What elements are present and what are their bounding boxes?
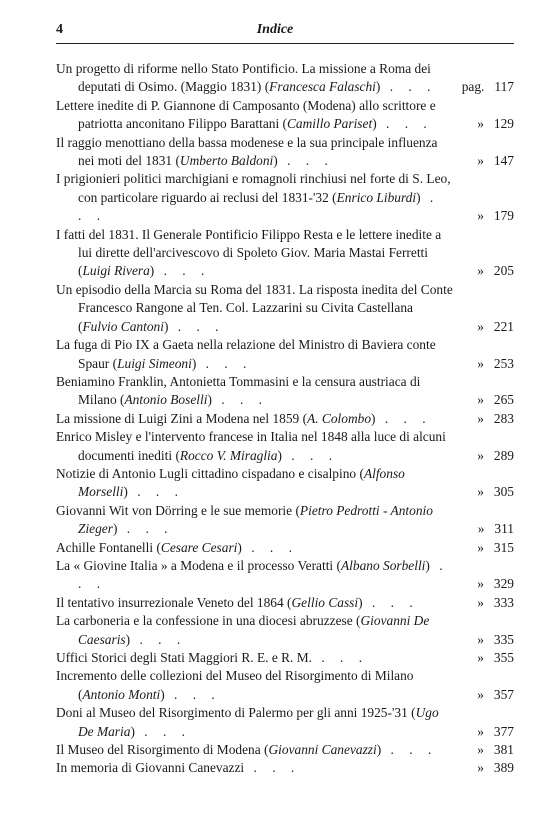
toc-entry: Doni al Museo del Risorgimento di Palermo per gli anni 1925-'31 (Ugo De Maria) . . . » 377	[56, 704, 514, 741]
leader-dots: . . .	[244, 760, 301, 776]
toc-entry: La missione di Luigi Zini a Modena nel 1859 (A. Colombo) . . . » 283	[56, 410, 514, 428]
entry-author: Albano Sorbelli	[340, 557, 426, 573]
entry-page-ref	[454, 115, 514, 133]
leader-dots: . . .	[281, 447, 339, 463]
page-prefix: »	[477, 742, 484, 758]
page-number-ref: 381	[493, 742, 514, 758]
entry-page-ref	[454, 355, 514, 373]
entry-author: Gellio Cassi	[291, 594, 359, 610]
entry-title: Notizie di Antonio Lugli cittadino cispadano e cisalpino	[56, 465, 357, 481]
entry-page-ref	[454, 207, 514, 225]
entry-title: Lettere inedite di P. Giannone di Camposanto (Modena) allo scrittore e patriotta anconitano Filippo Barattani	[56, 97, 436, 132]
entry-page-ref	[454, 539, 514, 557]
entry-author: Pietro Pedrotti - Antonio Zieger	[78, 502, 433, 537]
page-prefix: »	[477, 447, 484, 463]
page-number-ref: 265	[493, 392, 514, 408]
entry-title: Il Museo del Risorgimento di Modena	[56, 742, 261, 758]
toc-entry: Lettere inedite di P. Giannone di Camposanto (Modena) allo scrittore e patriotta anconitano Filippo Barattani (Camillo Pariset) . . . » 129	[56, 97, 514, 134]
page-number-ref: 205	[493, 263, 514, 279]
page-number-ref: 357	[493, 686, 514, 702]
leader-dots: . . .	[380, 79, 437, 95]
entry-author: Giovanni De Caesaris	[78, 613, 430, 647]
page-number: 4	[56, 22, 63, 37]
entry-title: La « Giovine Italia » a Modena e il processo Veratti	[56, 557, 334, 573]
entry-author: Enrico Liburdi	[336, 189, 417, 205]
toc-entry: Enrico Misley e l'intervento francese in Italia nel 1848 alla luce di alcuni documenti inediti (Rocco V. Miraglia) . . . » 289	[56, 428, 514, 465]
entry-author: Ugo De Maria	[78, 705, 439, 739]
leader-dots: . . .	[78, 557, 449, 592]
entry-page-ref	[454, 78, 514, 96]
leader-dots: . . .	[117, 521, 174, 537]
leader-dots: . . .	[134, 723, 192, 739]
toc-entry: La « Giovine Italia » a Modena e il processo Veratti (Albano Sorbelli) . . . » 329	[56, 557, 514, 594]
page-number-ref: 315	[493, 539, 514, 555]
leader-dots: . . .	[168, 318, 225, 334]
page-prefix: »	[477, 521, 485, 537]
entry-author: Antonio Monti	[82, 686, 161, 702]
page-prefix: »	[477, 116, 484, 132]
page-number-ref: 147	[493, 153, 514, 169]
page-number-ref: 179	[493, 208, 514, 224]
entry-title: I fatti del 1831. Il Generale Pontificio Filippo Resta e le lettere inedite a lui dirette dell'arcivescovo di Spoleto Giov. Maria Mastai Ferretti	[56, 226, 442, 261]
toc-entry: Il Museo del Risorgimento di Modena (Giovanni Canevazzi) . . . » 381	[56, 741, 514, 759]
entry-title: I prigionieri politici marchigiani e romagnoli rinchiusi nel forte di S. Leo, con particolare riguardo ai reclusi del 1831-'32	[56, 171, 451, 205]
leader-dots: . . .	[277, 153, 334, 169]
entry-page-ref	[454, 575, 514, 593]
entry-title: Il raggio menottiano della bassa modenese e la sua principale influenza nei moti del 1831	[56, 134, 438, 169]
entry-title: La fuga di Pio IX a Gaeta nella relazione del Ministro di Baviera conte Spaur	[56, 337, 436, 371]
leader-dots: . . .	[127, 484, 184, 500]
leader-dots: . . .	[164, 686, 221, 702]
page-number-ref: 305	[493, 484, 514, 500]
page-prefix: »	[477, 263, 484, 279]
entry-title: Giovanni Wit von Dörring e le sue memorie	[56, 502, 293, 518]
entry-page-ref	[454, 410, 514, 428]
entry-page-ref	[454, 723, 514, 741]
entry-page-ref	[454, 686, 514, 704]
page-number-ref: 333	[493, 594, 514, 610]
page-number-ref: 355	[493, 650, 514, 665]
page-prefix: »	[477, 650, 484, 665]
page-number-ref: 117	[494, 79, 514, 95]
entry-title: La carboneria e la confessione in una diocesi abruzzese	[56, 613, 353, 629]
entry-page-ref	[454, 741, 514, 759]
header-rule	[56, 43, 514, 44]
page-number-ref: 129	[493, 116, 514, 132]
entry-author: Camillo Pariset	[287, 116, 373, 132]
entry-page-ref	[454, 447, 514, 465]
entry-title: Beniamino Franklin, Antonietta Tommasini e la censura austriaca di Milano	[56, 373, 421, 408]
page-prefix: »	[477, 594, 484, 610]
leader-dots: . . .	[312, 650, 369, 665]
page-prefix: »	[477, 392, 484, 408]
page-prefix: »	[477, 686, 484, 702]
entry-page-ref	[454, 318, 514, 336]
entry-title: Il tentativo insurrezionale Veneto del 1864	[56, 594, 284, 610]
leader-dots: . . .	[154, 263, 211, 279]
page-prefix: »	[477, 484, 484, 500]
entry-title: Achille Fontanelli	[56, 539, 154, 555]
toc-entry: Achille Fontanelli (Cesare Cesari) . . . » 315	[56, 539, 514, 557]
entry-author: Rocco V. Miraglia	[179, 447, 278, 463]
entry-title: Incremento delle collezioni del Museo del Risorgimento di Milano	[56, 668, 414, 684]
page-number-ref: 289	[493, 447, 514, 463]
entry-author: Francesca Falaschi	[269, 79, 376, 95]
entry-author: Luigi Rivera	[82, 263, 150, 279]
page-number-ref: 221	[493, 318, 514, 334]
page-prefix: »	[477, 208, 484, 224]
page-prefix: »	[477, 318, 484, 334]
entry-page-ref	[454, 520, 514, 538]
page-number-ref: 253	[493, 355, 514, 371]
toc-entry: Il tentativo insurrezionale Veneto del 1864 (Gellio Cassi) . . . » 333	[56, 594, 514, 612]
toc-entry: Giovanni Wit von Dörring e le sue memorie (Pietro Pedrotti - Antonio Zieger) . . . » 311	[56, 502, 514, 539]
page-number-ref: 377	[493, 723, 514, 739]
entry-title: La missione di Luigi Zini a Modena nel 1859	[56, 410, 300, 426]
table-of-contents	[56, 60, 514, 778]
toc-entry: Notizie di Antonio Lugli cittadino cispadano e cisalpino (Alfonso Morselli) . . . » 305	[56, 465, 514, 502]
page-prefix: »	[477, 410, 484, 426]
entry-author: A. Colombo	[307, 410, 372, 426]
entry-title: Doni al Museo del Risorgimento di Palermo per gli anni 1925-'31	[56, 705, 408, 721]
entry-author: Luigi Simeoni	[117, 355, 192, 371]
leader-dots: . . .	[130, 631, 187, 647]
page-prefix: »	[477, 723, 484, 739]
entry-page-ref	[454, 262, 514, 280]
toc-entry: I fatti del 1831. Il Generale Pontificio Filippo Resta e le lettere inedite a lui dirette dell'arcivescovo di Spoleto Giov. Maria Mastai Ferretti (Luigi Rivera) . . . » 205	[56, 226, 514, 281]
page-prefix: pag.	[461, 79, 485, 95]
page-prefix: »	[477, 760, 484, 776]
entry-author: Giovanni Canevazzi	[268, 742, 377, 758]
toc-entry: Beniamino Franklin, Antonietta Tommasini e la censura austriaca di Milano (Antonio Boselli) . . . » 265	[56, 373, 514, 410]
leader-dots: . . .	[362, 594, 419, 610]
page-number-ref: 311	[494, 521, 514, 537]
page-prefix: »	[477, 631, 484, 647]
leader-dots: . . .	[376, 116, 433, 132]
entry-page-ref	[454, 483, 514, 501]
leader-dots: . . .	[375, 410, 432, 426]
page-number-ref: 389	[493, 760, 514, 776]
entry-page-ref	[454, 391, 514, 409]
page-prefix: »	[477, 539, 484, 555]
page-prefix: »	[477, 576, 484, 592]
leader-dots: . . .	[196, 355, 253, 371]
entry-title: Uffici Storici degli Stati Maggiori R. E. e R. M.	[56, 650, 313, 665]
toc-entry: I prigionieri politici marchigiani e romagnoli rinchiusi nel forte di S. Leo, con particolare riguardo ai reclusi del 1831-'32 (Enrico Liburdi) . . . » 179	[56, 170, 514, 225]
page-number-ref: 335	[493, 631, 514, 647]
entry-author: Cesare Cesari	[160, 539, 238, 555]
running-title: Indice	[256, 22, 294, 37]
entry-page-ref	[454, 152, 514, 170]
page-prefix: »	[477, 355, 484, 371]
toc-entry: Un progetto di riforme nello Stato Pontificio. La missione a Roma dei deputati di Osimo. (Maggio 1831) (Francesca Falaschi) . . . pag. 117	[56, 60, 514, 97]
entry-page-ref	[454, 631, 514, 649]
entry-title: Enrico Misley e l'intervento francese in Italia nel 1848 alla luce di alcuni documenti inediti	[56, 429, 446, 463]
toc-entry: La carboneria e la confessione in una diocesi abruzzese (Giovanni De Caesaris) . . . » 335	[56, 612, 514, 649]
entry-page-ref	[454, 759, 514, 777]
toc-entry: Incremento delle collezioni del Museo del Risorgimento di Milano (Antonio Monti) . . . » 357	[56, 667, 514, 704]
leader-dots: . . .	[241, 539, 298, 555]
entry-page-ref	[454, 594, 514, 612]
toc-entry: Un episodio della Marcia su Roma del 1831. La risposta inedita del Conte Francesco Rangone al Ten. Col. Lazzarini su Civita Castellana (Fulvio Cantoni) . . . » 221	[56, 281, 514, 336]
toc-entry: Il raggio menottiano della bassa modenese e la sua principale influenza nei moti del 1831 (Umberto Baldoni) . . . » 147	[56, 134, 514, 171]
entry-author: Antonio Boselli	[124, 392, 208, 408]
page-number-ref: 283	[493, 410, 514, 426]
page-number-ref: 329	[493, 576, 514, 592]
entry-author: Umberto Baldoni	[179, 153, 274, 169]
toc-entry	[56, 759, 514, 777]
toc-entry	[56, 649, 514, 667]
entry-page-ref	[454, 649, 514, 667]
page-prefix: »	[477, 153, 484, 169]
entry-title: Un episodio della Marcia su Roma del 1831. La risposta inedita del Conte Francesco Rangone al Ten. Col. Lazzarini su Civita Castellana	[56, 281, 453, 316]
entry-title: Un progetto di riforme nello Stato Pontificio. La missione a Roma dei deputati di Osimo. (Maggio 1831)	[56, 61, 431, 95]
entry-title: In memoria di Giovanni Canevazzi	[56, 760, 245, 776]
entry-author: Alfonso Morselli	[78, 465, 405, 500]
toc-entry: La fuga di Pio IX a Gaeta nella relazione del Ministro di Baviera conte Spaur (Luigi Simeoni) . . . » 253	[56, 336, 514, 373]
leader-dots: . . .	[211, 392, 269, 408]
leader-dots: . . .	[78, 189, 440, 224]
entry-author: Fulvio Cantoni	[82, 318, 164, 334]
leader-dots: . . .	[381, 742, 438, 758]
